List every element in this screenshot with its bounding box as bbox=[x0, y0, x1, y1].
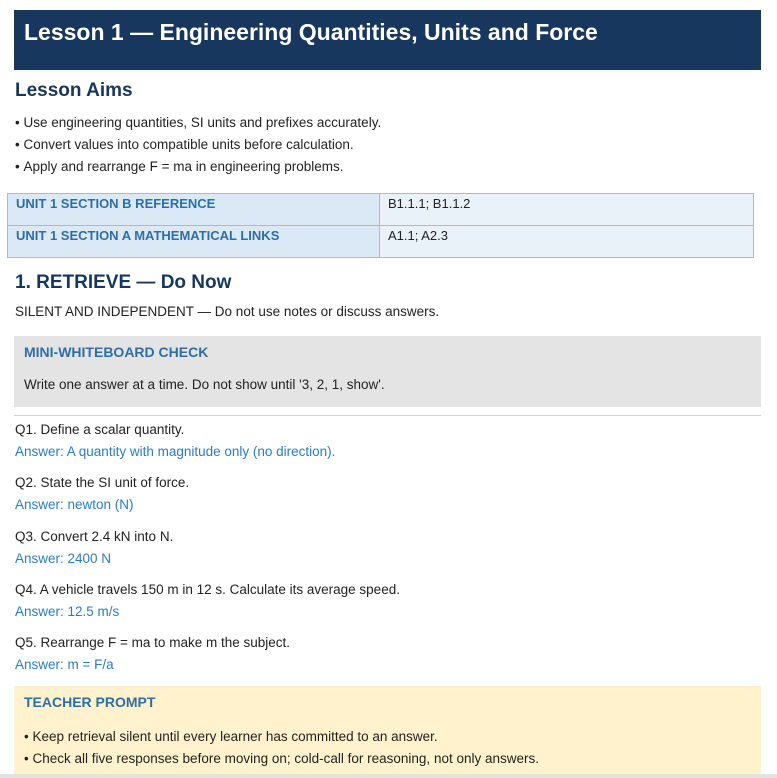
aims-list bbox=[15, 112, 381, 178]
answer-text: Answer: 2400 N bbox=[15, 551, 112, 566]
reference-label: UNIT 1 SECTION B REFERENCE bbox=[8, 194, 380, 226]
reference-label: UNIT 1 SECTION A MATHEMATICAL LINKS bbox=[8, 226, 380, 258]
aim-item: • Use engineering quantities, SI units and prefixes accurately. bbox=[15, 112, 381, 134]
question-item bbox=[15, 472, 189, 516]
aim-item: • Apply and rearrange F = ma in engineering problems. bbox=[15, 156, 381, 178]
answer-text: Answer: A quantity with magnitude only (no direction). bbox=[15, 444, 336, 459]
question-item bbox=[15, 579, 400, 623]
question-text: Q5. Rearrange F = ma to make m the subject. bbox=[15, 635, 290, 650]
retrieve-heading: 1. RETRIEVE — Do Now bbox=[15, 272, 232, 293]
reference-value: B1.1.1; B1.1.2 bbox=[380, 194, 754, 226]
teacher-prompt-list bbox=[24, 726, 761, 770]
lesson-title: Lesson 1 — Engineering Quantities, Units and Force bbox=[24, 19, 598, 45]
teacher-prompt-item: • Check all five responses before moving on; cold-call for reasoning, not only answers. bbox=[24, 748, 761, 770]
page-bottom-edge bbox=[0, 774, 777, 778]
answer-text: Answer: m = F/a bbox=[15, 657, 114, 672]
answer-text: Answer: 12.5 m/s bbox=[15, 604, 120, 619]
aim-item: • Convert values into compatible units before calculation. bbox=[15, 134, 381, 156]
question-item bbox=[15, 526, 173, 570]
teacher-prompt-item: • Keep retrieval silent until every learner has committed to an answer. bbox=[24, 726, 761, 748]
teacher-prompt-box bbox=[14, 686, 761, 778]
reference-value: A1.1; A2.3 bbox=[380, 226, 754, 258]
question-text: Q1. Define a scalar quantity. bbox=[15, 422, 185, 437]
teacher-prompt-title: TEACHER PROMPT bbox=[24, 694, 156, 710]
answer-text: Answer: newton (N) bbox=[15, 497, 134, 512]
check-box-text: Write one answer at a time. Do not show until '3, 2, 1, show'. bbox=[24, 377, 385, 392]
aims-heading: Lesson Aims bbox=[15, 80, 133, 101]
question-item bbox=[15, 632, 290, 676]
question-text: Q4. A vehicle travels 150 m in 12 s. Calculate its average speed. bbox=[15, 582, 400, 597]
title-banner bbox=[14, 10, 761, 70]
question-text: Q3. Convert 2.4 kN into N. bbox=[15, 529, 174, 544]
mini-whiteboard-check-box bbox=[14, 336, 761, 407]
question-text: Q2. State the SI unit of force. bbox=[15, 475, 190, 490]
table-row bbox=[8, 226, 754, 258]
check-box-title: MINI-WHITEBOARD CHECK bbox=[24, 344, 209, 360]
reference-table bbox=[7, 193, 754, 258]
table-row bbox=[8, 194, 754, 226]
question-item bbox=[15, 419, 335, 463]
retrieve-instruction: SILENT AND INDEPENDENT — Do not use notes or discuss answers. bbox=[15, 304, 440, 319]
divider bbox=[14, 415, 761, 416]
